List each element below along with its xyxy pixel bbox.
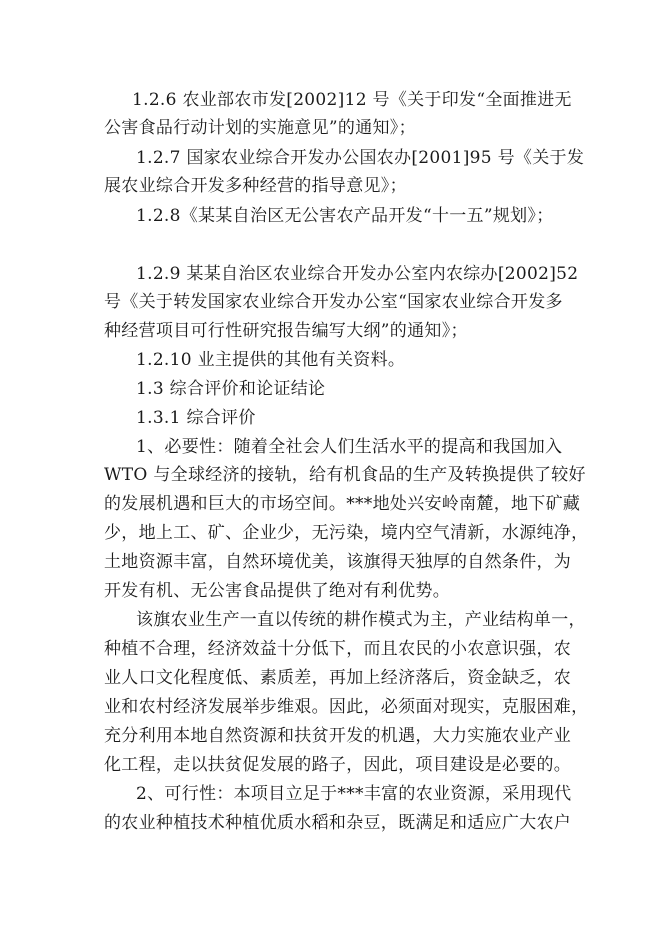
paragraph-line: 种经营项目可行性研究报告编写大纲”的通知》； [104, 321, 468, 341]
paragraph-line: WTO 与全球经济的接轨，给有机食品的生产及转换提供了较好 [104, 465, 586, 485]
subsection-heading: 1.3.1 综合评价 [136, 408, 256, 428]
paragraph-line: 1.2.8《某某自治区无公害农产品开发“十一五”规划》； [136, 206, 554, 226]
paragraph-line: 的发展机遇和巨大的市场空间。***地处兴安岭南麓，地下矿藏 [104, 494, 581, 514]
paragraph-line: 1.2.6 农业部农市发[2002]12 号《关于印发“全面推进无 [132, 90, 572, 110]
paragraph-line: 号《关于转发国家农业综合开发办公室“国家农业综合开发多 [104, 292, 563, 312]
paragraph-line: 展农业综合开发多种经营的指导意见》； [104, 176, 407, 196]
paragraph-line: 业和农村经济发展举步维艰。因此，必须面对现实，克服困难， [104, 697, 589, 717]
paragraph-line: 土地资源丰富，自然环境优美，该旗得天独厚的自然条件，为 [104, 552, 572, 572]
paragraph-line: 1.2.7 国家农业综合开发办公国农办[2001]95 号《关于发 [136, 148, 585, 168]
paragraph-line: 业人口文化程度低、素质差，再加上经济落后，资金缺乏，农 [104, 668, 572, 688]
paragraph-line: 1.2.9 某某自治区农业综合开发办公室内农综办[2002]52 [136, 264, 579, 284]
paragraph-line: 2、可行性：本项目立足于***丰富的农业资源，采用现代 [136, 784, 572, 804]
paragraph-line: 充分利用本地自然资源和扶贫开发的机遇，大力实施农业产业 [104, 726, 572, 746]
paragraph-line: 化工程，走以扶贫促发展的路子，因此，项目建设是必要的。 [104, 755, 572, 775]
section-heading: 1.3 综合评价和论证结论 [136, 379, 326, 399]
paragraph-line: 该旗农业生产一直以传统的耕作模式为主，产业结构单一， [136, 610, 586, 630]
paragraph-line: 1.2.10 业主提供的其他有关资料。 [136, 350, 406, 370]
paragraph-line: 的农业种植技术种植优质水稻和杂豆，既满足和适应广大农户 [104, 813, 572, 833]
paragraph-line: 1、必要性：随着全社会人们生活水平的提高和我国加入 [136, 437, 563, 457]
paragraph-line: 开发有机、无公害食品提供了绝对有利优势。 [104, 581, 450, 601]
paragraph-line: 少，地上工、矿、企业少，无污染，境内空气清新，水源纯净， [104, 523, 589, 543]
paragraph-line: 种植不合理，经济效益十分低下，而且农民的小农意识强，农 [104, 639, 572, 659]
paragraph-line: 公害食品行动计划的实施意见”的通知》； [104, 118, 416, 138]
